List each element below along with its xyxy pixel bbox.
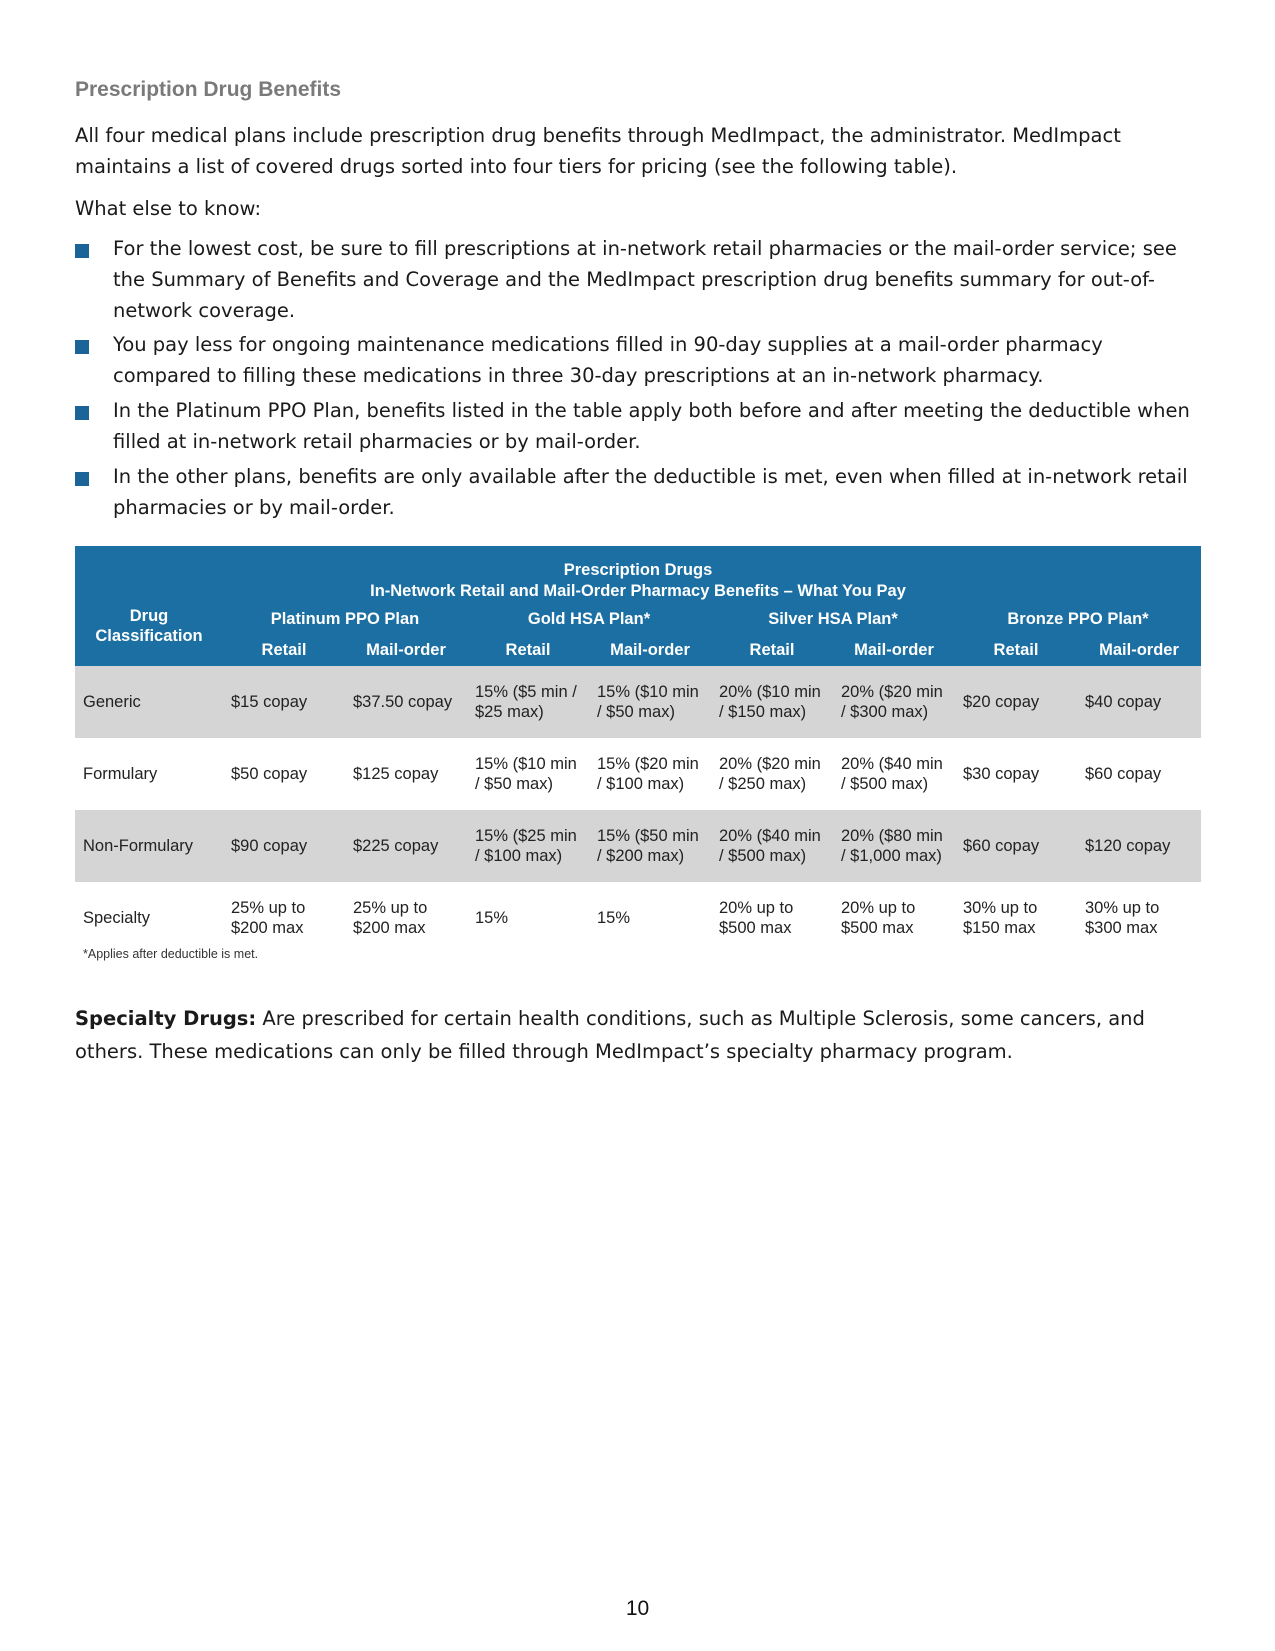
- specialty-paragraph: [75, 1002, 1201, 1068]
- square-bullet-icon: [75, 406, 89, 420]
- table-cell: 20% up to $500 max: [711, 882, 833, 954]
- retail-header: Retail: [223, 634, 345, 666]
- table-cell: $30 copay: [955, 738, 1077, 810]
- mail-order-header: Mail-order: [833, 634, 955, 666]
- bullet-list: [75, 233, 1201, 527]
- table-cell: $60 copay: [1077, 738, 1201, 810]
- table-cell: $37.50 copay: [345, 666, 467, 738]
- drug-class-cell: Specialty: [75, 882, 223, 954]
- table-cell: $125 copay: [345, 738, 467, 810]
- table-cell: $20 copay: [955, 666, 1077, 738]
- plan-header-gold: Gold HSA Plan*: [467, 604, 711, 634]
- table-cell: $60 copay: [955, 810, 1077, 882]
- mail-order-header: Mail-order: [1077, 634, 1201, 666]
- table-row: [75, 810, 1201, 882]
- table-cell: 20% ($10 min / $150 max): [711, 666, 833, 738]
- table-cell: 15%: [589, 882, 711, 954]
- plan-header-platinum: Platinum PPO Plan: [223, 604, 467, 634]
- table-row: [75, 666, 1201, 738]
- table-cell: $15 copay: [223, 666, 345, 738]
- bullet-item: [75, 329, 1201, 391]
- table-cell: 20% ($20 min / $250 max): [711, 738, 833, 810]
- table-cell: 25% up to $200 max: [223, 882, 345, 954]
- drug-classification-header: Drug Classification: [75, 604, 223, 666]
- table-cell: 15% ($5 min / $25 max): [467, 666, 589, 738]
- mail-order-header: Mail-order: [345, 634, 467, 666]
- bullet-text: In the Platinum PPO Plan, benefits listed in the table apply both before and after meeting the deductible when filled at in-network retail pharmacies or by mail-order.: [113, 399, 1190, 453]
- what-else-label: What else to know:: [75, 197, 262, 220]
- table-cell: 20% ($80 min / $1,000 max): [833, 810, 955, 882]
- table-caption: [75, 546, 1201, 604]
- table-subtitle: In-Network Retail and Mail-Order Pharmacy Benefits – What You Pay: [370, 582, 906, 600]
- bullet-text: In the other plans, benefits are only available after the deductible is met, even when filled at in-network retail pharmacies or by mail-order.: [113, 465, 1188, 519]
- retail-header: Retail: [711, 634, 833, 666]
- mail-order-header: Mail-order: [589, 634, 711, 666]
- table-cell: 30% up to $150 max: [955, 882, 1077, 954]
- prescription-drug-table: [75, 546, 1201, 954]
- bullet-item: [75, 233, 1201, 326]
- table-cell: 15% ($10 min / $50 max): [467, 738, 589, 810]
- specialty-label: Specialty Drugs:: [75, 1007, 257, 1030]
- table-cell: 25% up to $200 max: [345, 882, 467, 954]
- table-cell: $90 copay: [223, 810, 345, 882]
- table-cell: 15% ($10 min / $50 max): [589, 666, 711, 738]
- bullet-text: For the lowest cost, be sure to fill prescriptions at in-network retail pharmacies or the mail-order service; see the Summary of Benefits and Coverage and the MedImpact prescription drug benefits summary for out-of-network coverage.: [113, 237, 1177, 322]
- bullet-item: [75, 395, 1201, 457]
- table-cell: $40 copay: [1077, 666, 1201, 738]
- section-heading: Prescription Drug Benefits: [75, 78, 342, 101]
- table-cell: 20% ($20 min / $300 max): [833, 666, 955, 738]
- specialty-text: Are prescribed for certain health conditions, such as Multiple Sclerosis, some cancers, and others. These medications can only be filled through MedImpact’s specialty pharmacy program.: [75, 1007, 1145, 1063]
- table-cell: 15%: [467, 882, 589, 954]
- table-title: Prescription Drugs: [563, 561, 713, 579]
- retail-header: Retail: [467, 634, 589, 666]
- table-cell: $50 copay: [223, 738, 345, 810]
- page-number: 10: [625, 1597, 650, 1620]
- bullet-item: [75, 461, 1201, 523]
- table-cell: 15% ($25 min / $100 max): [467, 810, 589, 882]
- table-cell: 15% ($50 min / $200 max): [589, 810, 711, 882]
- table-cell: 20% up to $500 max: [833, 882, 955, 954]
- square-bullet-icon: [75, 244, 89, 258]
- table-cell: $120 copay: [1077, 810, 1201, 882]
- table-cell: 15% ($20 min / $100 max): [589, 738, 711, 810]
- plan-header-silver: Silver HSA Plan*: [711, 604, 955, 634]
- plan-header-bronze: Bronze PPO Plan*: [955, 604, 1201, 634]
- drug-class-cell: Generic: [75, 666, 223, 738]
- table-cell: $225 copay: [345, 810, 467, 882]
- drug-class-cell: Formulary: [75, 738, 223, 810]
- table-row: [75, 738, 1201, 810]
- bullet-text: You pay less for ongoing maintenance medications filled in 90-day supplies at a mail-order pharmacy compared to filling these medications in three 30-day prescriptions at an in-network pharmacy.: [113, 333, 1103, 387]
- table-footnote: *Applies after deductible is met.: [83, 947, 259, 961]
- table-cell: 20% ($40 min / $500 max): [711, 810, 833, 882]
- intro-paragraph: All four medical plans include prescription drug benefits through MedImpact, the administrator. MedImpact maintains a list of covered drugs sorted into four tiers for pricing (see the following table).: [75, 124, 1121, 178]
- retail-header: Retail: [955, 634, 1077, 666]
- drug-class-cell: Non-Formulary: [75, 810, 223, 882]
- table-cell: 30% up to $300 max: [1077, 882, 1201, 954]
- table-cell: 20% ($40 min / $500 max): [833, 738, 955, 810]
- table-row: [75, 882, 1201, 954]
- square-bullet-icon: [75, 340, 89, 354]
- square-bullet-icon: [75, 472, 89, 486]
